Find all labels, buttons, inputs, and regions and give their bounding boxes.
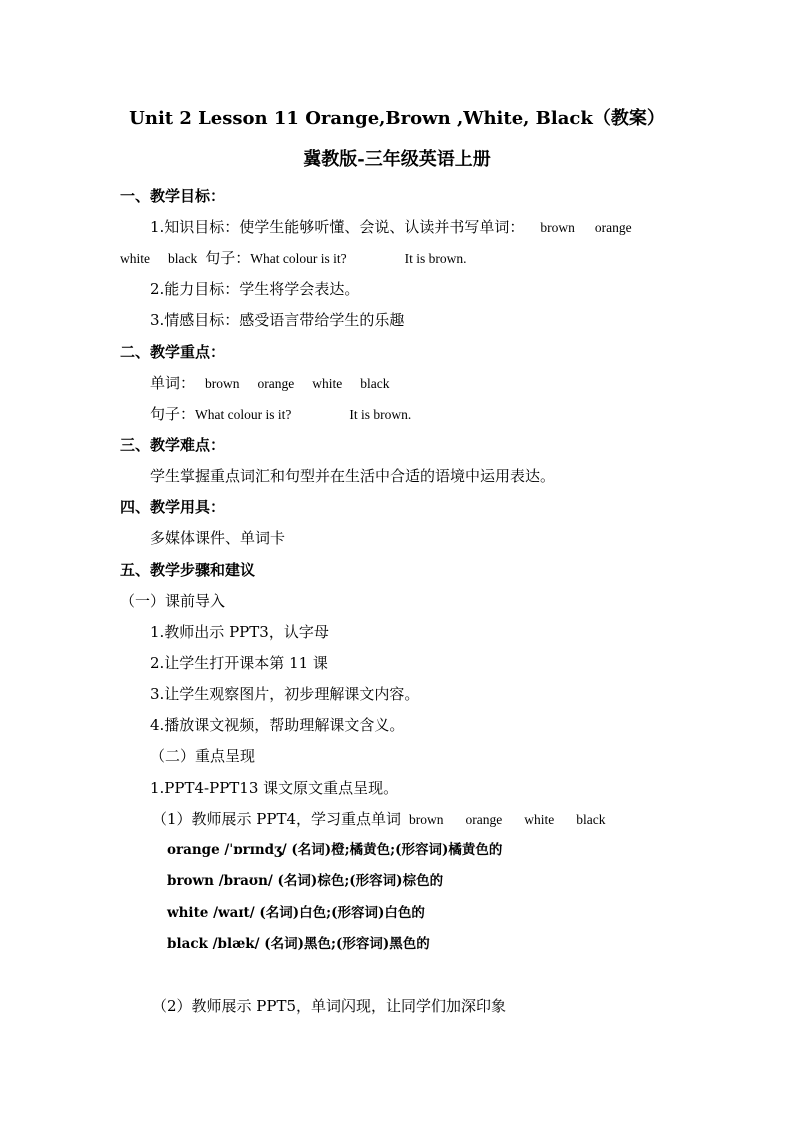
ppt-presentation-line: 1.PPT4-PPT13 课文原文重点呈现。: [150, 779, 399, 797]
step-item: 2.让学生打开课本第 11 课: [150, 654, 328, 672]
materials-text: 多媒体课件、单词卡: [150, 529, 286, 547]
objective-emotion: 3.情感目标：感受语言带给学生的乐趣: [150, 311, 405, 329]
vocab-word: brown: [205, 376, 240, 391]
vocab-word: black: [360, 376, 390, 391]
vocab-word: white: [312, 376, 343, 391]
key-sentence-line: [150, 404, 411, 425]
sentence-answer: It is brown.: [404, 251, 467, 266]
ppt4-text: （1）教师展示 PPT4，学习重点单词: [152, 810, 402, 828]
vocab-word: brown: [540, 220, 575, 235]
step-item: 1.教师出示 PPT3，认字母: [150, 623, 329, 641]
document-title: Unit 2 Lesson 11 Orange,Brown ,White, Black（教案）: [129, 108, 665, 129]
ppt4-line: [152, 809, 606, 830]
vocab-entry-white: white /waɪt/ (名词)白色;(形容词)白色的: [167, 905, 425, 921]
objective-knowledge-line: [150, 217, 632, 238]
objective-knowledge-text: 1.知识目标：使学生能够听懂、会说、认读并书写单词：: [150, 218, 525, 236]
sentence-question: What colour is it?: [250, 251, 347, 266]
vocab-word: orange: [594, 220, 632, 235]
document-subtitle: 冀教版-三年级英语上册: [303, 149, 491, 170]
vocab-entry-brown: brown /braʊn/ (名词)棕色;(形容词)棕色的: [167, 873, 444, 889]
vocab-word: orange: [257, 376, 295, 391]
section-heading-difficulties: 三、教学难点：: [120, 436, 226, 454]
step-item: 3.让学生观察图片，初步理解课文内容。: [150, 685, 420, 703]
vocab-word: black: [576, 812, 606, 827]
vocab-entry-orange: orange /ˈɒrɪndʒ/ (名词)橙;橘黄色;(形容词)橘黄色的: [167, 842, 503, 858]
section-heading-materials: 四、教学用具：: [120, 498, 226, 516]
step-item: 4.播放课文视频，帮助理解课文含义。: [150, 716, 405, 734]
vocab-word: black: [168, 251, 198, 266]
objective-ability: 2.能力目标：学生将学会表达。: [150, 280, 360, 298]
subsection-intro: （一）课前导入: [120, 592, 226, 610]
vocab-word: white: [120, 251, 150, 266]
sentence-label: 句子：: [150, 405, 196, 423]
ppt5-line: （2）教师展示 PPT5，单词闪现，让同学们加深印象: [152, 997, 507, 1015]
words-label: 单词：: [150, 374, 196, 392]
sentence-question: What colour is it?: [195, 407, 292, 422]
vocab-word: white: [524, 812, 555, 827]
key-words-line: [150, 373, 390, 394]
section-heading-key-points: 二、教学重点：: [120, 343, 226, 361]
subsection-key-presentation: （二）重点呈现: [150, 747, 256, 765]
sentence-answer: It is brown.: [349, 407, 412, 422]
section-heading-steps: 五、教学步骤和建议: [120, 561, 256, 579]
objective-knowledge-line-2: [120, 248, 467, 269]
vocab-word: orange: [465, 812, 503, 827]
sentence-label: 句子：: [205, 249, 251, 267]
section-heading-objectives: 一、教学目标：: [120, 187, 226, 205]
vocab-word: brown: [409, 812, 444, 827]
vocab-entry-black: black /blæk/ (名词)黑色;(形容词)黑色的: [167, 936, 430, 952]
difficulties-text: 学生掌握重点词汇和句型并在生活中合适的语境中运用表达。: [150, 467, 556, 485]
